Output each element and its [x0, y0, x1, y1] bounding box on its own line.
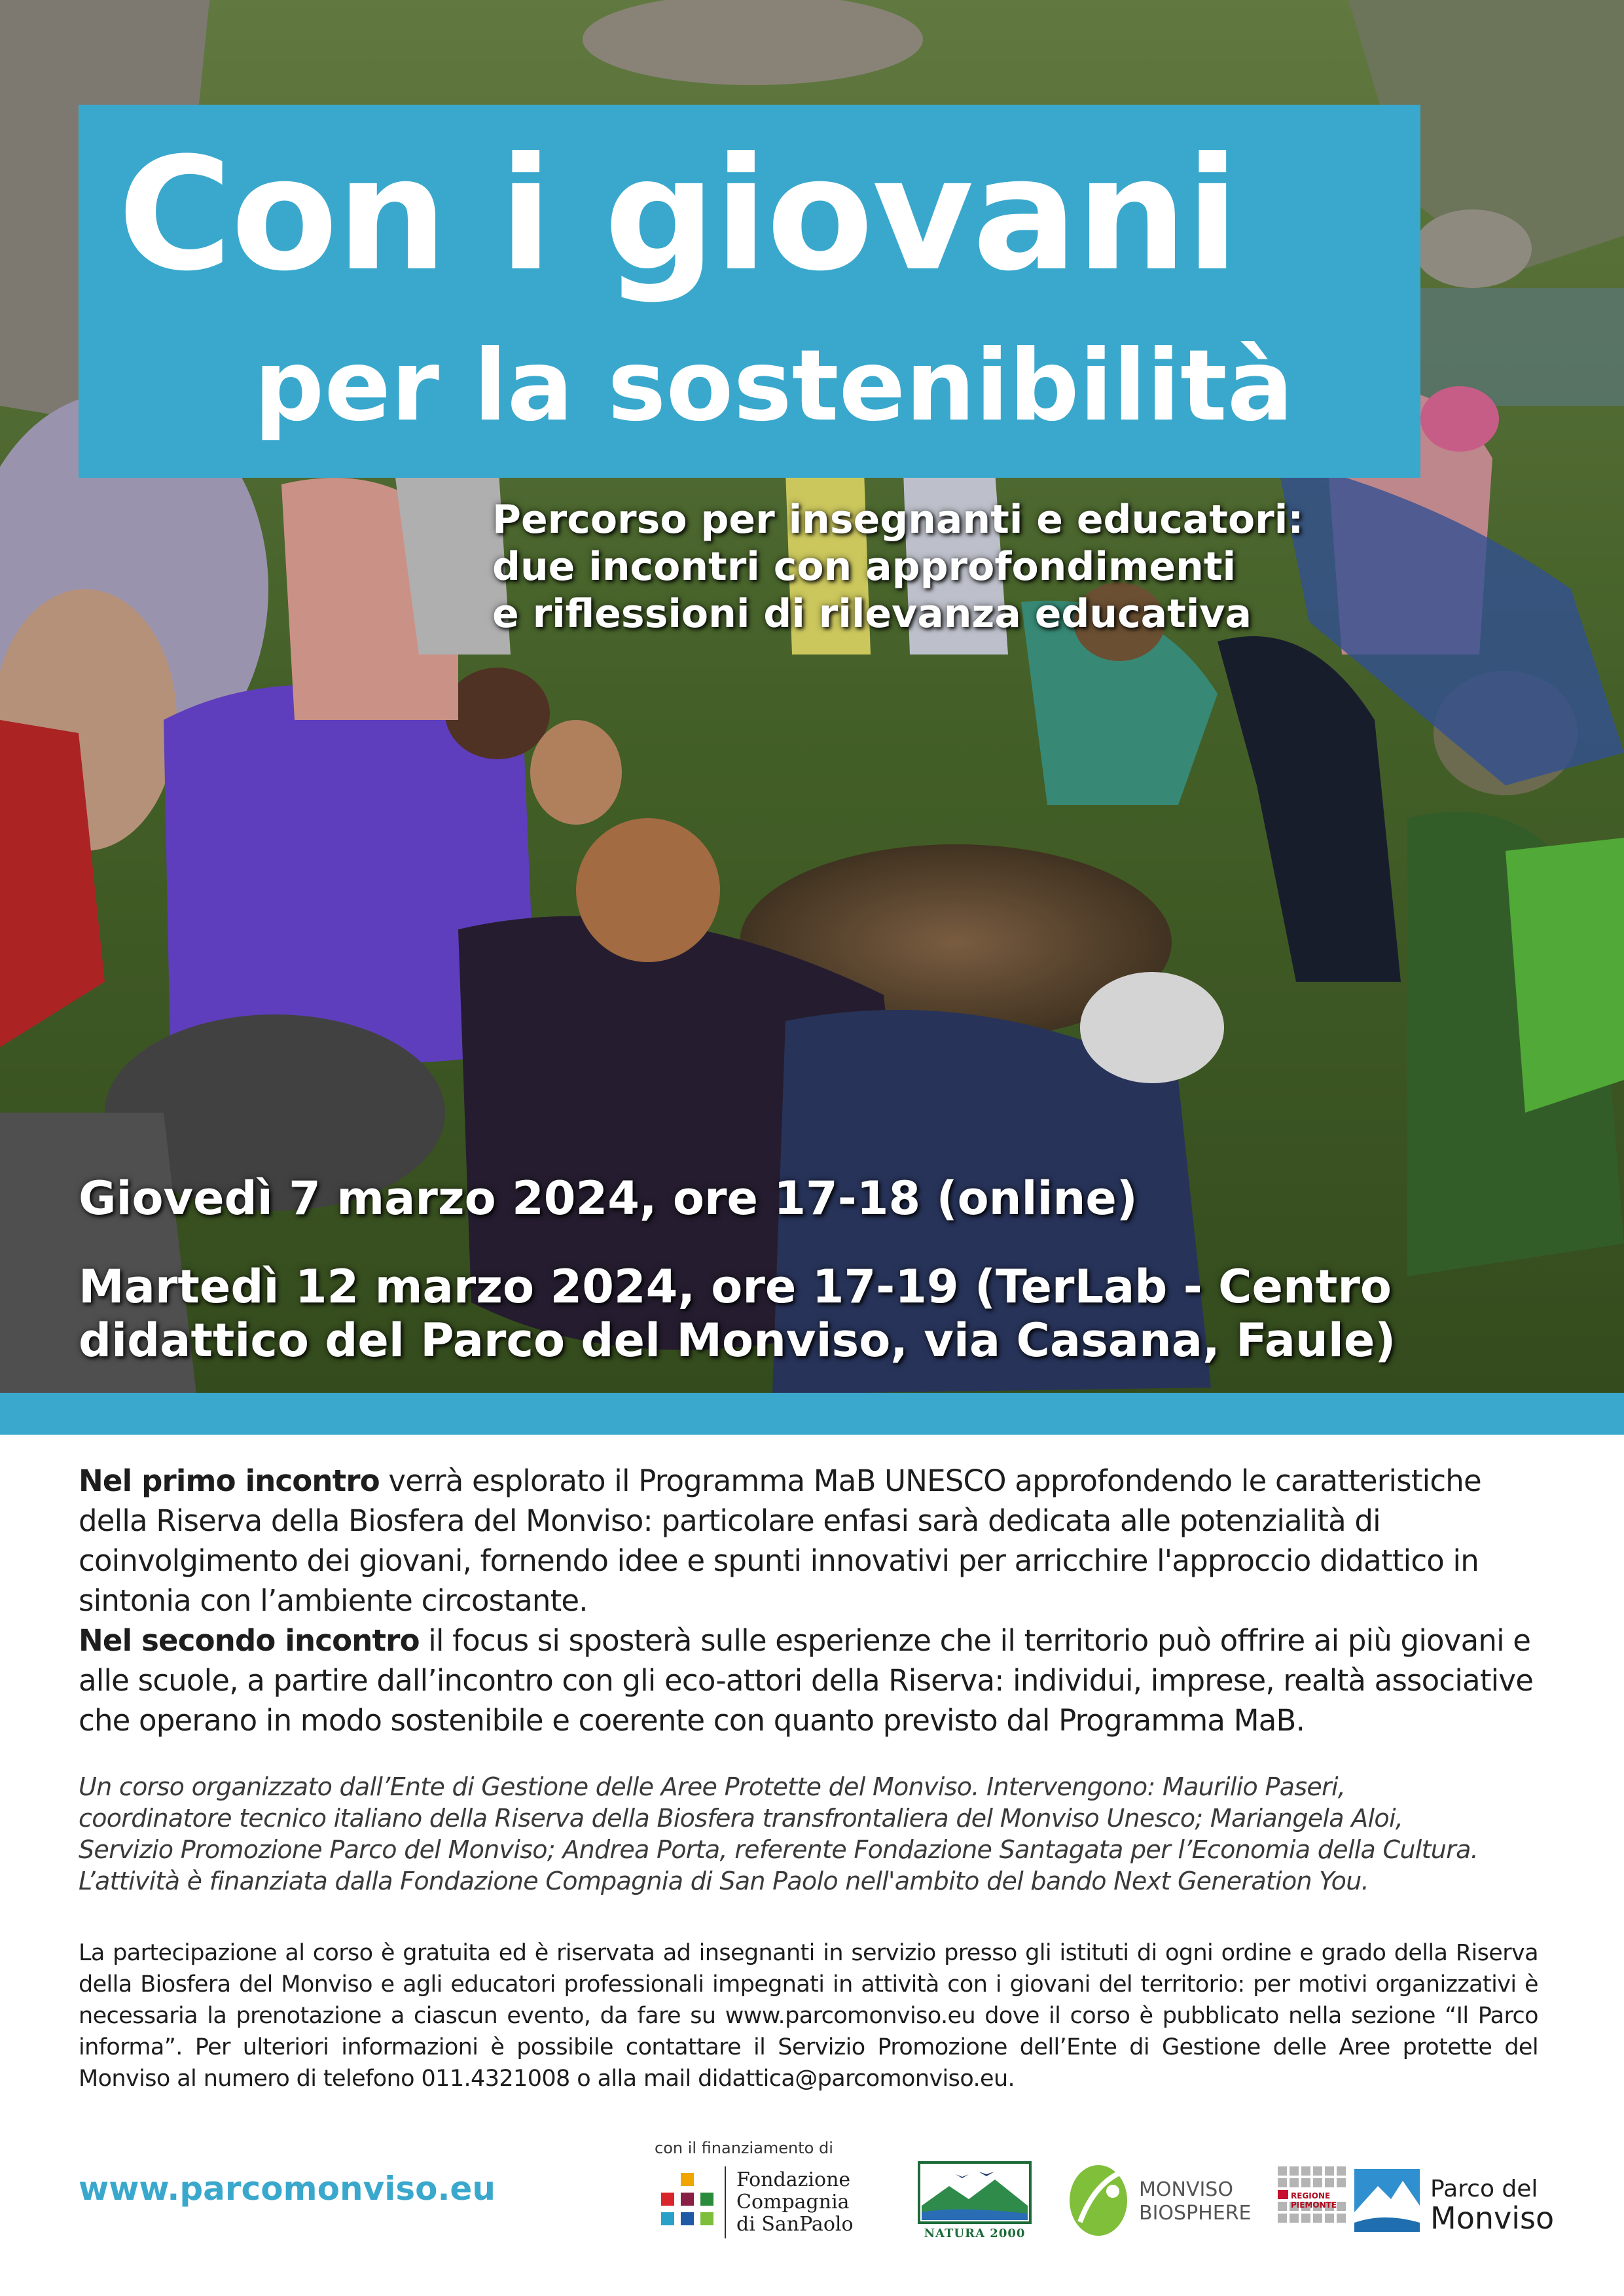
funding-label: con il finanziamento di [655, 2139, 833, 2157]
credits-line: Servizio Promozione Parco del Monviso; Andrea Porta, referente Fondazione Santagata per l’Economia della Cultura. [79, 1835, 1479, 1864]
monviso-biosphere-logo [1067, 2160, 1263, 2238]
fondazione-line: di SanPaolo [736, 2213, 854, 2236]
event-date-2 [79, 1260, 1396, 1367]
credits-line: Un corso organizzato dall’Ente di Gestione delle Aree Protette del Monviso. Intervengono: Maurilio Paseri, [79, 1772, 1346, 1801]
biosphere-line: MONVISO [1139, 2178, 1233, 2201]
description-paragraph-2 [79, 1621, 1538, 1740]
fondazione-text [736, 2169, 854, 2236]
subtitle-line: e riflessioni di rilevanza educativa [492, 591, 1252, 637]
natura-label: NATURA 2000 [924, 2227, 1026, 2240]
regione-line: REGIONE [1291, 2191, 1331, 2200]
blue-divider-band [0, 1393, 1624, 1435]
event-date-2-line-1: Martedì 12 marzo 2024, ore 17-19 (TerLab - Centro [79, 1260, 1392, 1314]
paragraph-text: verrà esplorato il Programma MaB UNESCO approfondendo le caratteristiche della Riserva della Biosfera del Monviso: particolare enfasi sarà dedicata alle potenzialità di coinvolgimento dei giovani, fornendo idee e spunti innovativi per arricchire l'approccio didattico in sintonia con l’ambiente circostante. [79, 1463, 1481, 1618]
title-line-1: Con i giovani [118, 124, 1238, 306]
credits-line: coordinatore tecnico italiano della Riserva della Biosfera transfrontaliera del Monviso Unesco; Mariangela Aloi, [79, 1804, 1403, 1833]
event-date-2-line-2: didattico del Parco del Monviso, via Casana, Faule) [79, 1314, 1396, 1367]
title-box [79, 105, 1420, 478]
regione-piemonte-logo [1276, 2160, 1348, 2238]
subtitle-line: Percorso per insegnanti e educatori: [492, 497, 1304, 543]
natura-2000-logo [916, 2160, 1033, 2238]
website-link[interactable]: www.parcomonviso.eu [79, 2170, 496, 2208]
natura-2000-icon [916, 2160, 1033, 2225]
paragraph-text: il focus si sposterà sulle esperienze che il territorio può offrire ai più giovani e alle scuole, a partire dall’incontro con gli eco-attori della Riserva: individui, imprese, realtà associative che operano in modo sostenibile e coerente con quanto previsto dal Programma MaB. [79, 1623, 1534, 1738]
subtitle [492, 496, 1303, 637]
participation-info [79, 1937, 1538, 2094]
paragraph-lead: Nel primo incontro [79, 1463, 380, 1498]
regione-label [1291, 2191, 1337, 2210]
biosphere-line: BIOSPHERE [1139, 2202, 1252, 2225]
fondazione-mark-icon [655, 2166, 727, 2238]
regione-line: PIEMONTE [1291, 2200, 1337, 2210]
fondazione-compagnia-logo [655, 2166, 854, 2238]
parco-mountain-icon [1352, 2160, 1424, 2238]
paragraph-lead: Nel secondo incontro [79, 1623, 420, 1658]
subtitle-line: due incontri con approfondimenti [492, 544, 1236, 590]
parco-line-1: Parco del [1430, 2176, 1538, 2202]
parco-del-monviso-logo [1352, 2160, 1568, 2238]
title-line-2: per la sostenibilità [254, 329, 1293, 443]
description-paragraph-1 [79, 1461, 1538, 1621]
biosphere-text [1139, 2178, 1252, 2225]
event-date-1: Giovedì 7 marzo 2024, ore 17-18 (online) [79, 1172, 1138, 1225]
credits-line: L’attività è finanziata dalla Fondazione Compagnia di San Paolo nell'ambito del bando Next Generation You. [79, 1867, 1369, 1895]
fondazione-line: Fondazione [736, 2168, 851, 2191]
credits [79, 1771, 1545, 1897]
biosphere-leaf-icon [1067, 2160, 1132, 2238]
description [79, 1461, 1538, 1740]
fondazione-line: Compagnia [736, 2191, 850, 2214]
participation-text: La partecipazione al corso è gratuita ed è riservata ad insegnanti in servizio presso gli istituti di ogni ordine e grado della Riserva della Biosfera del Monviso e agli educatori professionali impegnati in attività con i giovani del territorio: per motivi organizzativi è necessaria la prenotazione a ciascun evento, da fare su www.parcomonviso.eu dove il corso è pubblicato nella sezione “Il Parco informa”. Per ulteriori informazioni è possibile contattare il Servizio Promozione dell’Ente di Gestione delle Aree protette del Monviso al numero di telefono 011.4321008 o alla mail didattica@parcomonviso.eu. [79, 1940, 1538, 2092]
parco-line-2: Monviso [1430, 2200, 1555, 2236]
